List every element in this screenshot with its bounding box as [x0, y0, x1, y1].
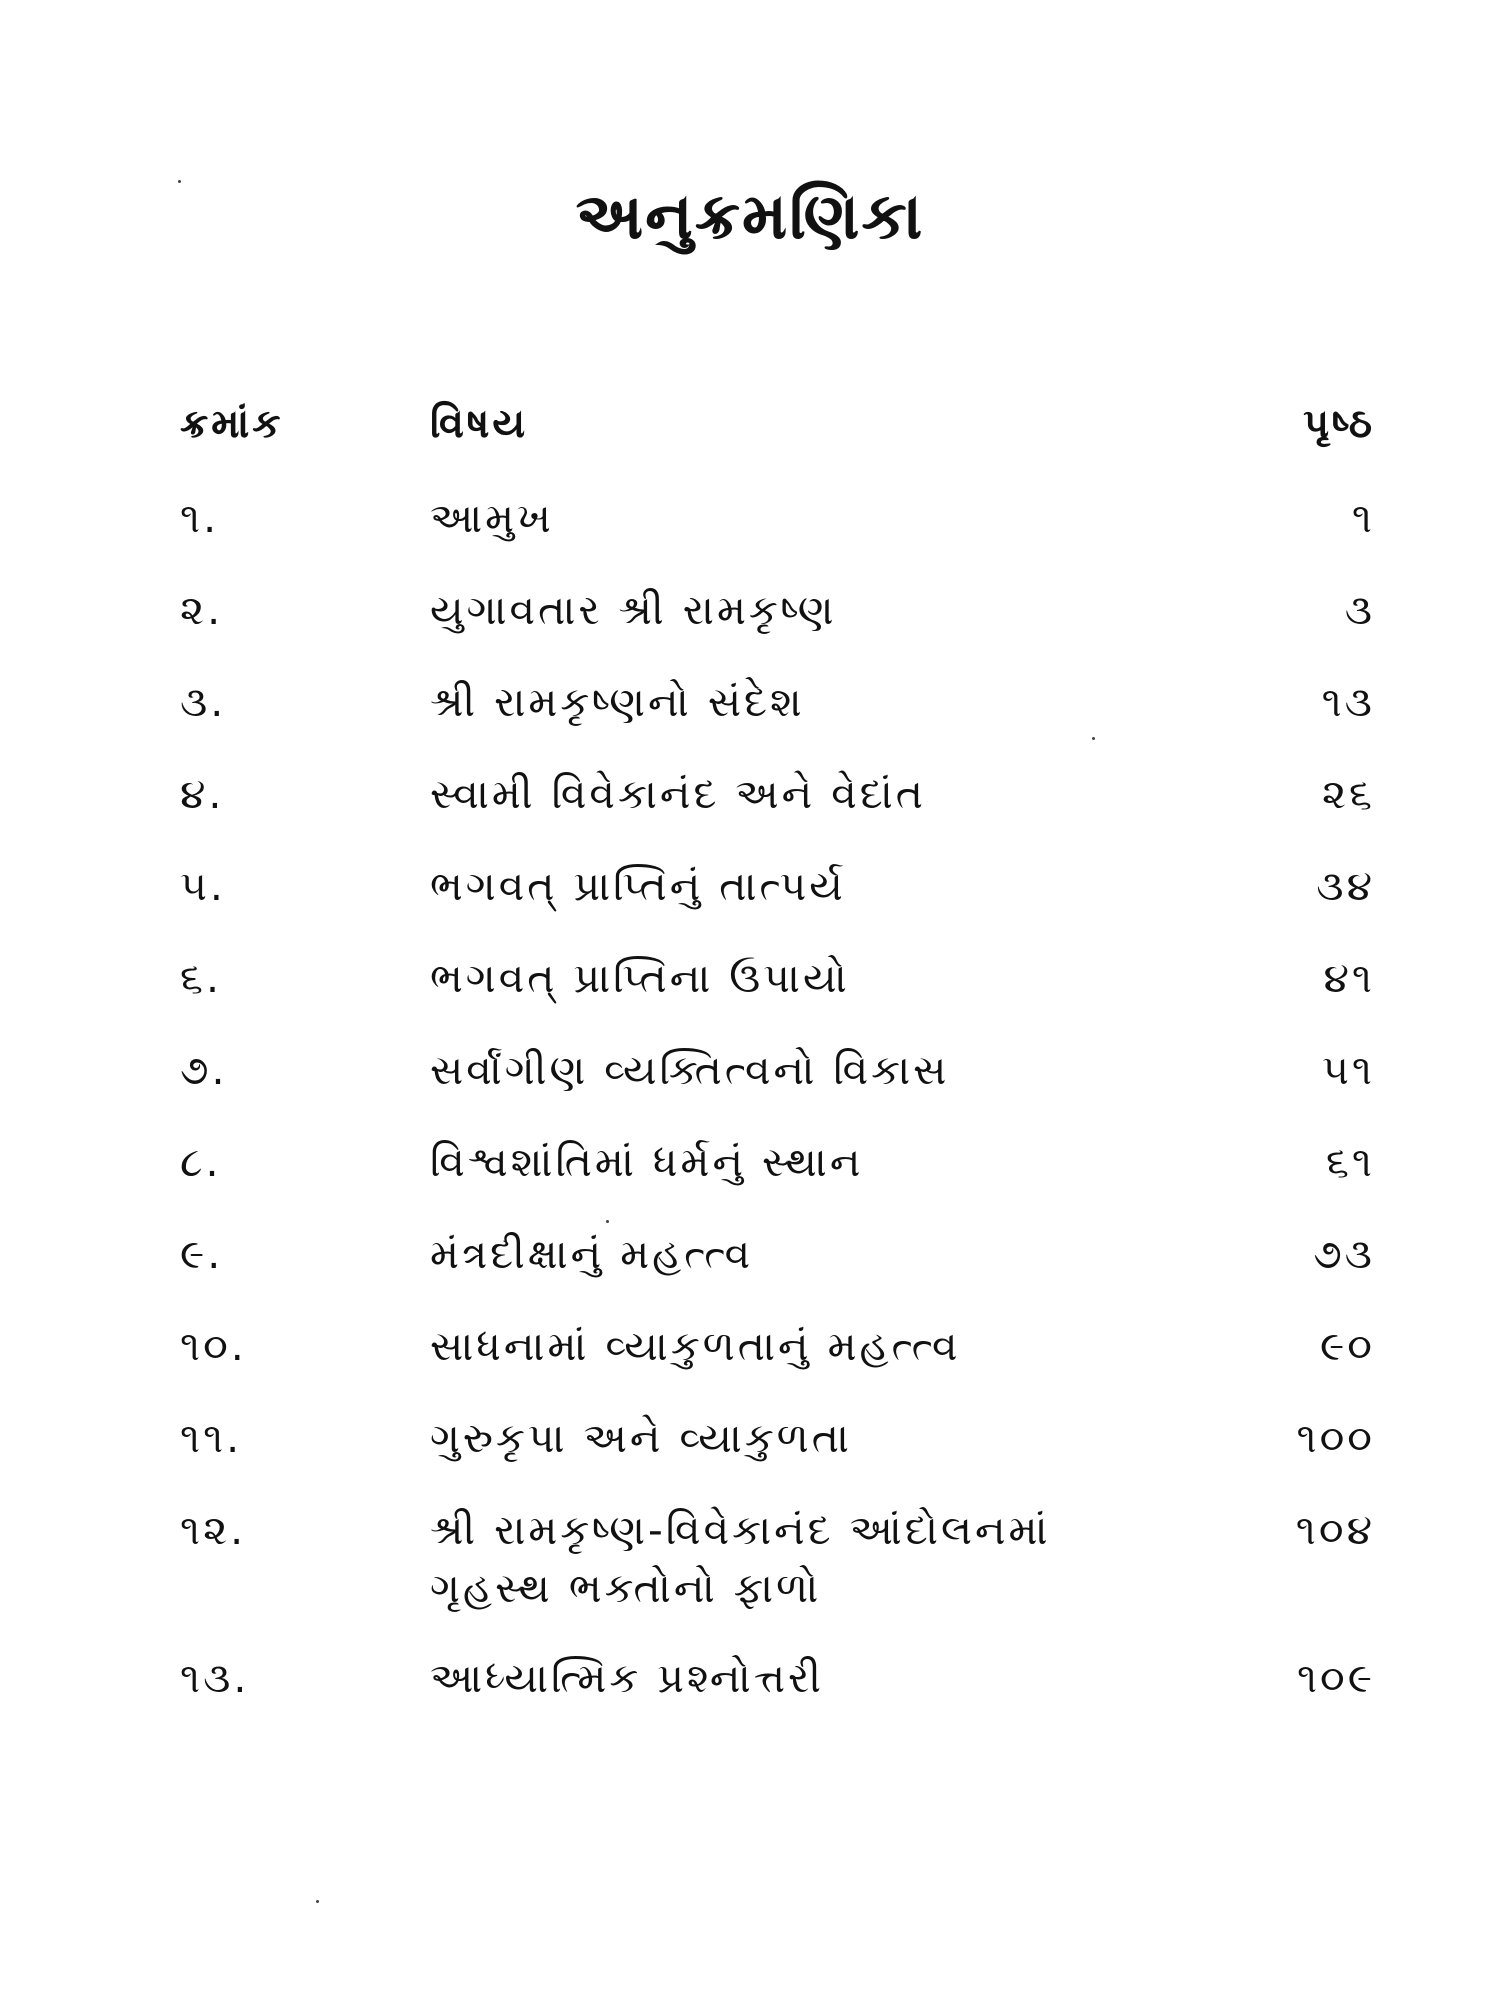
- toc-entry: [180, 489, 1375, 547]
- entry-subject: વિશ્વશાંતિમાં ધર્મનું સ્થાન: [430, 1138, 864, 1186]
- scan-speck: [1092, 737, 1095, 740]
- toc-entry: [180, 949, 1375, 1007]
- header-number: ક્રમાંક: [180, 401, 284, 447]
- entry-number: ૪.: [180, 770, 225, 818]
- entry-subject: યુગાવતાર શ્રી રામકૃષ્ણ: [430, 586, 837, 634]
- entry-page: ૫૧: [1321, 1046, 1375, 1094]
- entry-number: ૧.: [180, 494, 220, 542]
- entry-number: ૧૧.: [180, 1414, 243, 1462]
- toc-entry: [180, 673, 1375, 731]
- entry-number: ૫.: [180, 862, 226, 910]
- toc-entry: [180, 1225, 1375, 1283]
- entry-subject: સર્વાંગીણ વ્યક્તિત્વનો વિકાસ: [430, 1046, 950, 1094]
- scan-speck: [606, 1220, 609, 1223]
- toc-entry: [180, 1501, 1375, 1617]
- entry-page: ૩૪: [1316, 862, 1375, 910]
- entry-page: ૩: [1344, 586, 1375, 634]
- toc-entry: [180, 1409, 1375, 1467]
- entry-subject-line-2: ગૃહસ્થ ભક્તોનો ફાળો: [430, 1564, 822, 1612]
- toc-entry: [180, 1317, 1375, 1375]
- entry-subject: સ્વામી વિવેકાનંદ અને વેદાંત: [430, 770, 926, 818]
- entry-number: ૧૩.: [180, 1654, 250, 1702]
- entry-subject: આમુખ: [430, 494, 554, 542]
- entry-subject: ભગવત્ પ્રાપ્તિનું તાત્પર્ય: [430, 862, 846, 910]
- toc-entry: [180, 1649, 1375, 1707]
- toc-entry: [180, 1041, 1375, 1099]
- entry-page: ૧૦૪: [1295, 1506, 1375, 1554]
- entry-number: ૬.: [180, 954, 222, 1002]
- entry-number: ૧૨.: [180, 1506, 247, 1554]
- entry-page: ૧૦૯: [1296, 1654, 1375, 1702]
- entry-number: ૭.: [180, 1046, 228, 1094]
- entry-subject: આધ્યાત્મિક પ્રશ્નોત્તરી: [430, 1654, 824, 1702]
- toc-entry: [180, 857, 1375, 915]
- entry-page: ૧૩: [1321, 678, 1375, 726]
- entry-page: ૬૧: [1325, 1138, 1375, 1186]
- entry-page: ૯૦: [1320, 1322, 1375, 1370]
- toc-entry: [180, 1133, 1375, 1191]
- entry-page: ૨૬: [1321, 770, 1375, 818]
- entry-subject: શ્રી રામકૃષ્ણનો સંદેશ: [430, 678, 805, 726]
- entry-subject: મંત્રદીક્ષાનું મહત્ત્વ: [430, 1230, 754, 1278]
- toc-entry: [180, 765, 1375, 823]
- table-of-contents: [180, 395, 1375, 1741]
- entry-subject-line-1: શ્રી રામકૃષ્ણ-વિવેકાનંદ આંદોલનમાં: [430, 1506, 1051, 1554]
- page-title: અનુક્રમણિકા: [575, 180, 925, 254]
- scan-speck: [178, 180, 181, 183]
- entry-page: ૧૦૦: [1296, 1414, 1375, 1462]
- entry-number: ૨.: [180, 586, 224, 634]
- toc-entry: [180, 581, 1375, 639]
- entry-number: ૯.: [180, 1230, 224, 1278]
- entry-number: ૮.: [180, 1138, 222, 1186]
- entry-subject: ભગવત્ પ્રાપ્તિના ઉપાયો: [430, 954, 850, 1002]
- toc-header-row: [180, 395, 1375, 453]
- entry-subject: સાધનામાં વ્યાકુળતાનું મહત્ત્વ: [430, 1322, 961, 1370]
- header-page: પૃષ્ઠ: [1303, 401, 1375, 447]
- entry-subject: [430, 1501, 1175, 1617]
- entry-page: ૧: [1351, 494, 1375, 542]
- scan-speck: [316, 1900, 319, 1903]
- entry-page: ૭૩: [1313, 1230, 1375, 1278]
- header-subject: વિષય: [430, 401, 529, 447]
- entry-number: ૧૦.: [180, 1322, 247, 1370]
- entry-subject: ગુરુકૃપા અને વ્યાકુળતા: [430, 1414, 852, 1462]
- entry-page: ૪૧: [1323, 954, 1375, 1002]
- entry-number: ૩.: [180, 678, 227, 726]
